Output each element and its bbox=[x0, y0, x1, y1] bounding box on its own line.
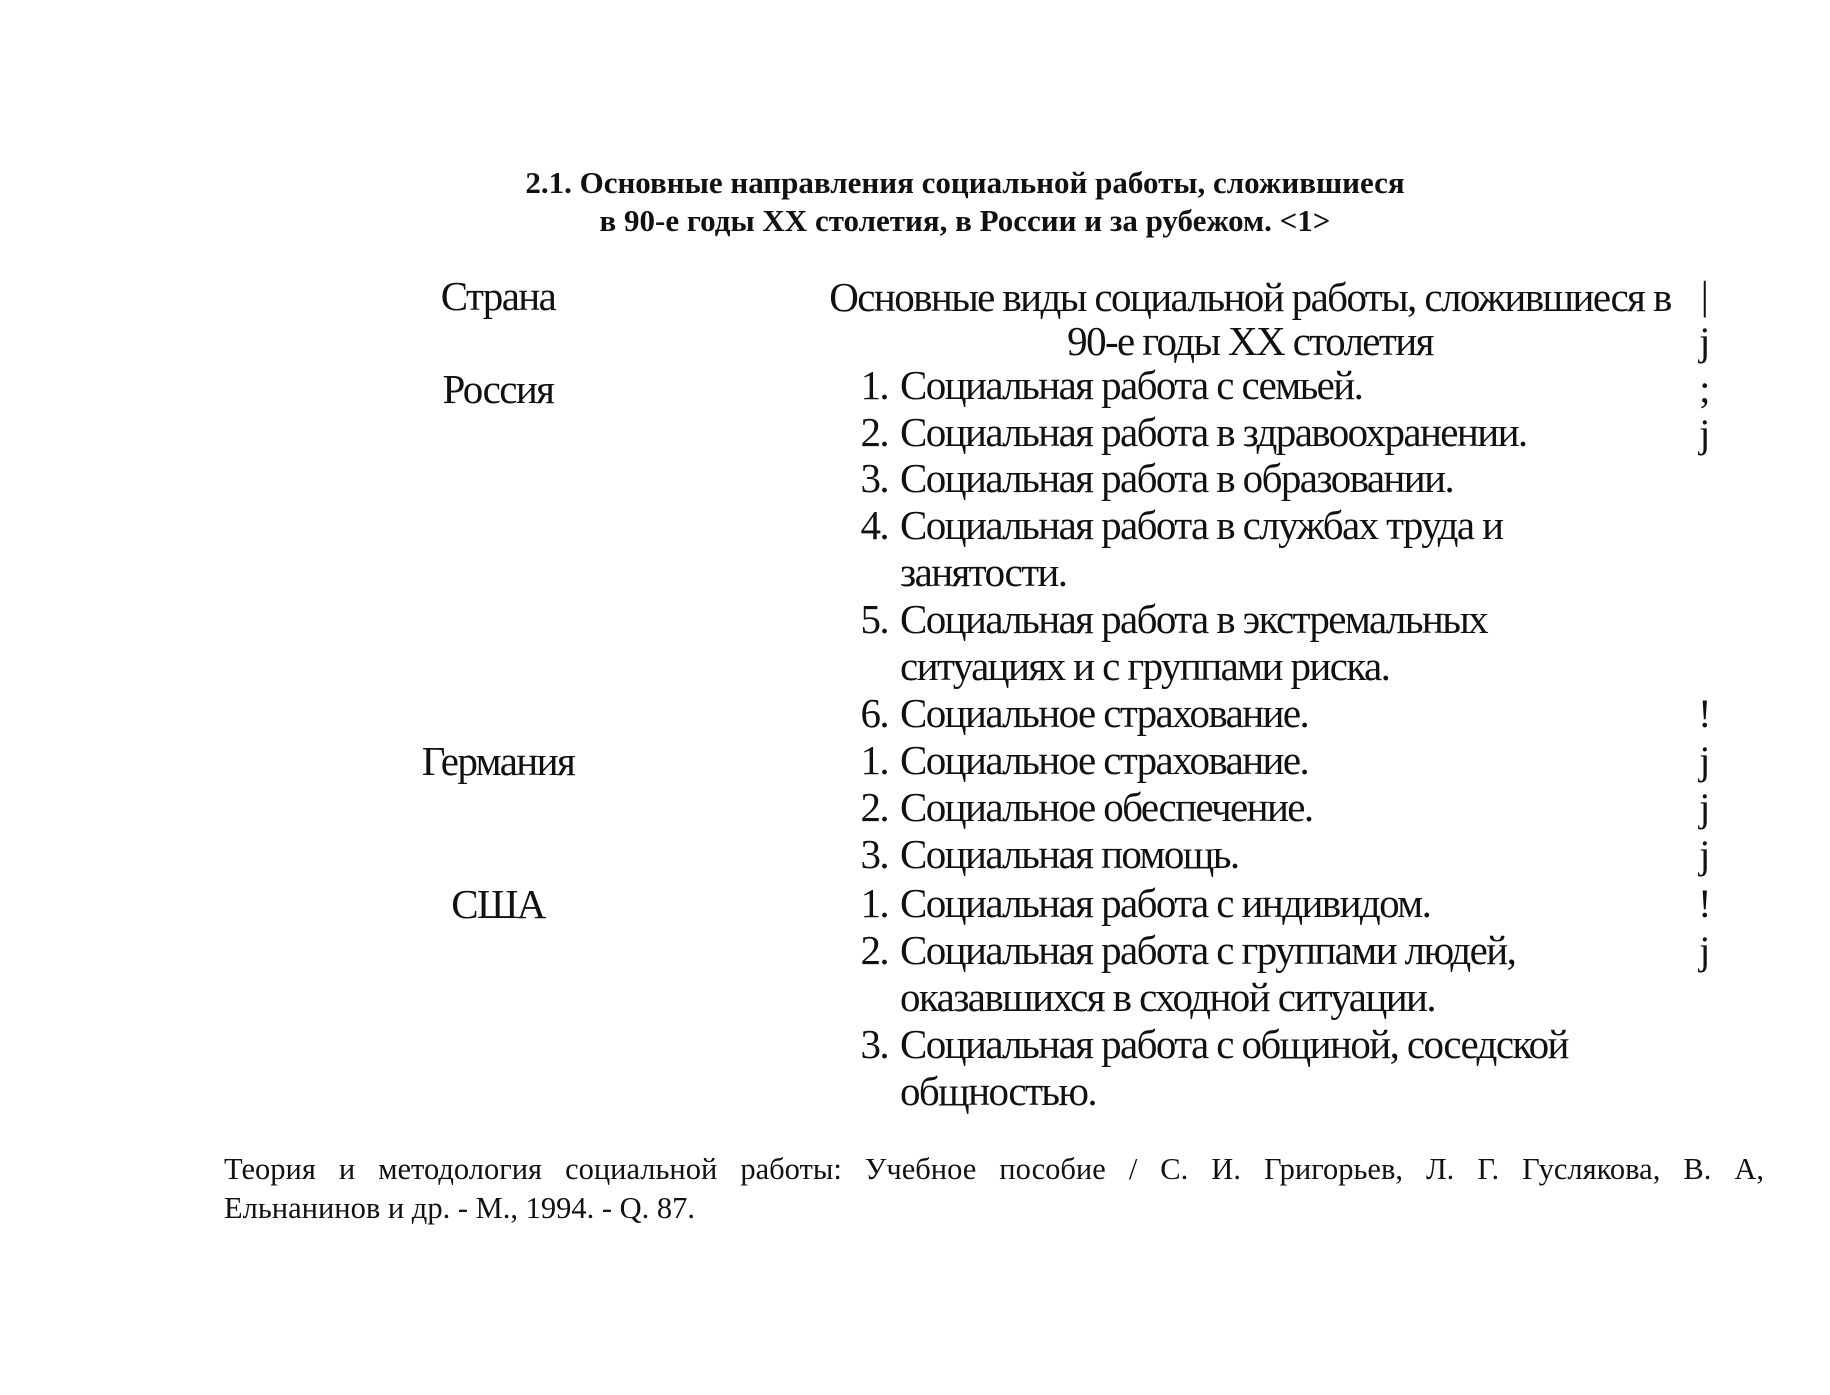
footnote bbox=[224, 1150, 1764, 1228]
item-text: Социальная помощь. bbox=[900, 831, 1239, 877]
header-types bbox=[800, 275, 1700, 363]
margin-mark: ! bbox=[1698, 881, 1710, 926]
country-usa: США bbox=[451, 881, 545, 927]
header-types-line-1: Основные виды социальной работы, сложившиеся в bbox=[829, 274, 1671, 320]
margin-mark: j bbox=[1699, 832, 1709, 877]
item-number: 2. bbox=[860, 927, 888, 973]
footnote-line-2: Ельнанинов и др. - М., 1994. - Q. 87. bbox=[224, 1191, 696, 1225]
item-text: Социальная работа с группами людей, bbox=[900, 927, 1516, 973]
item-text: Социальное страхование. bbox=[900, 690, 1309, 736]
item-text: общностью. bbox=[900, 1068, 1097, 1114]
item-number: 1. bbox=[860, 362, 888, 408]
item-text: Социальная работа в экстремальных bbox=[900, 596, 1488, 642]
item-number: 3. bbox=[860, 831, 888, 877]
title-line-1: 2.1. Основные направления социальной работы, сложившиеся bbox=[525, 165, 1405, 200]
item-text: занятости. bbox=[900, 549, 1067, 595]
margin-mark: | bbox=[1700, 273, 1708, 318]
item-text: Социальная работа с общиной, соседской bbox=[900, 1021, 1568, 1067]
margin-mark: j bbox=[1699, 785, 1709, 830]
country-russia: Россия bbox=[442, 366, 554, 412]
margin-mark: ! bbox=[1698, 691, 1710, 736]
item-text: Социальная работа с семьей. bbox=[900, 362, 1363, 408]
margin-mark: j bbox=[1699, 738, 1709, 783]
item-text: Социальная работа в службах труда и bbox=[900, 502, 1503, 548]
item-text: оказавшихся в сходной ситуации. bbox=[900, 974, 1436, 1020]
item-number: 4. bbox=[860, 502, 888, 548]
item-text: Социальное обеспечение. bbox=[900, 784, 1313, 830]
item-text: Социальная работа с индивидом. bbox=[900, 880, 1431, 926]
margin-mark: j bbox=[1699, 411, 1709, 456]
item-number: 3. bbox=[860, 455, 888, 501]
margin-mark: ; bbox=[1699, 366, 1709, 411]
margin-mark: j bbox=[1699, 928, 1709, 973]
item-number: 2. bbox=[860, 784, 888, 830]
item-number: 3. bbox=[860, 1021, 888, 1067]
item-number: 6. bbox=[860, 690, 888, 736]
item-number: 1. bbox=[860, 737, 888, 783]
country-germany: Германия bbox=[421, 738, 575, 784]
item-number: 1. bbox=[860, 880, 888, 926]
footnote-line-1: Теория и методология социальной работы: Учебное пособие / С. И. Григорьев, Л. Г. Гуслякова, В. А, bbox=[224, 1152, 1764, 1186]
header-types-line-2: 90-е годы XX столетия bbox=[1067, 318, 1433, 364]
item-text: Социальное страхование. bbox=[900, 737, 1309, 783]
header-country: Страна bbox=[440, 273, 556, 319]
item-text: ситуациях и с группами риска. bbox=[900, 643, 1390, 689]
item-text: Социальная работа в здравоохранении. bbox=[900, 409, 1527, 455]
margin-mark: j bbox=[1699, 319, 1709, 364]
item-number: 2. bbox=[860, 409, 888, 455]
item-text: Социальная работа в образовании. bbox=[900, 455, 1454, 501]
item-number: 5. bbox=[860, 596, 888, 642]
title-line-2: в 90-е годы XX столетия, в России и за рубежом. <1> bbox=[599, 203, 1331, 238]
